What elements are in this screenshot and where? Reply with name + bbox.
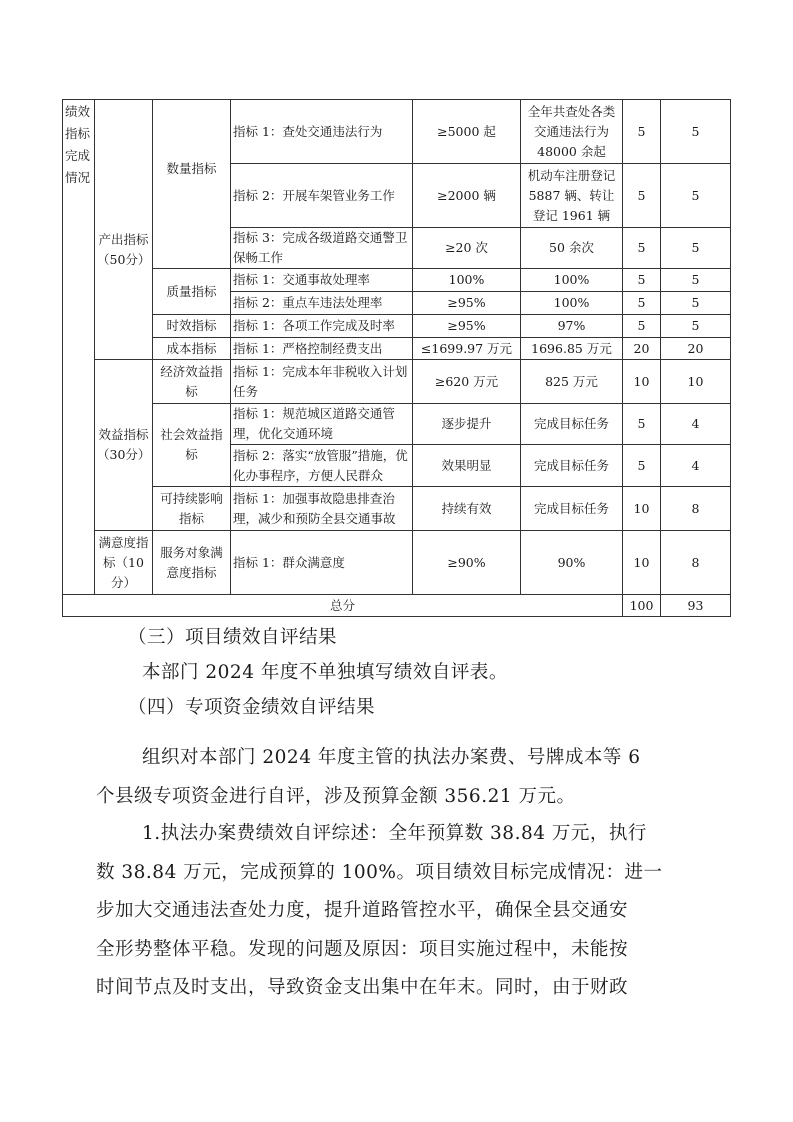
actual: 100% xyxy=(521,269,623,292)
actual: 完成目标任务 xyxy=(521,404,623,445)
target: 效果明显 xyxy=(413,445,521,487)
paragraph: 全形势整体平稳。发现的问题及原因：项目实施过程中，未能按 xyxy=(96,939,629,960)
table-row xyxy=(63,315,731,338)
table-row xyxy=(63,100,731,164)
actual: 825 万元 xyxy=(521,360,623,404)
table-row xyxy=(63,360,731,404)
indicator: 指标 2：开展车架管业务工作 xyxy=(231,164,413,228)
heading-special-fund-self-eval: （四）专项资金绩效自评结果 xyxy=(128,697,376,718)
actual: 完成目标任务 xyxy=(521,487,623,531)
target: ≥2000 辆 xyxy=(413,164,521,228)
table-row xyxy=(63,269,731,292)
indicator: 指标 2：落实“放管服”措施，优化办事程序，方便人民群众 xyxy=(231,445,413,487)
total-label: 总分 xyxy=(63,595,623,617)
sub-quantity: 数量指标 xyxy=(153,100,231,269)
score: 5 xyxy=(661,228,731,269)
sub-cost: 成本指标 xyxy=(153,338,231,360)
heading-project-self-eval: （三）项目绩效自评结果 xyxy=(128,627,338,648)
score: 5 xyxy=(661,292,731,315)
target: ≥5000 起 xyxy=(413,100,521,164)
target: 100% xyxy=(413,269,521,292)
score: 5 xyxy=(661,100,731,164)
target: ≥20 次 xyxy=(413,228,521,269)
weight: 5 xyxy=(623,164,661,228)
total-score: 93 xyxy=(661,595,731,617)
indicator: 指标 1：各项工作完成及时率 xyxy=(231,315,413,338)
table-row xyxy=(63,487,731,531)
actual: 全年共查处各类交通违法行为48000 余起 xyxy=(521,100,623,164)
weight: 5 xyxy=(623,269,661,292)
weight: 20 xyxy=(623,338,661,360)
total-row xyxy=(63,595,731,617)
total-table xyxy=(62,594,731,617)
target: ≥620 万元 xyxy=(413,360,521,404)
actual: 97% xyxy=(521,315,623,338)
total-weight: 100 xyxy=(623,595,661,617)
target: ≥95% xyxy=(413,292,521,315)
indicator: 指标 2：重点车违法处理率 xyxy=(231,292,413,315)
indicator: 指标 1：查处交通违法行为 xyxy=(231,100,413,164)
indicator: 指标 1：交通事故处理率 xyxy=(231,269,413,292)
actual: 1696.85 万元 xyxy=(521,338,623,360)
category-cell: 绩效指标完成情况 xyxy=(63,100,95,595)
target: ≤1699.97 万元 xyxy=(413,338,521,360)
score: 8 xyxy=(661,487,731,531)
indicator: 指标 1：严格控制经费支出 xyxy=(231,338,413,360)
score: 10 xyxy=(661,360,731,404)
sub-quality: 质量指标 xyxy=(153,269,231,315)
weight: 10 xyxy=(623,531,661,595)
performance-table xyxy=(62,99,731,595)
indicator: 指标 3：完成各级道路交通警卫保畅工作 xyxy=(231,228,413,269)
sub-economic: 经济效益指标 xyxy=(153,360,231,404)
paragraph: 数 38.84 万元，完成预算的 100%。项目绩效目标完成情况：进一 xyxy=(96,862,663,883)
score: 20 xyxy=(661,338,731,360)
group-benefit: 效益指标（30分） xyxy=(95,360,153,531)
weight: 10 xyxy=(623,360,661,404)
score: 5 xyxy=(661,269,731,292)
weight: 5 xyxy=(623,315,661,338)
target: 逐步提升 xyxy=(413,404,521,445)
weight: 5 xyxy=(623,292,661,315)
paragraph: 本部门 2024 年度不单独填写绩效自评表。 xyxy=(142,662,508,683)
score: 4 xyxy=(661,404,731,445)
weight: 5 xyxy=(623,228,661,269)
paragraph: 1.执法办案费绩效自评综述：全年预算数 38.84 万元，执行 xyxy=(142,823,647,844)
table-row xyxy=(63,338,731,360)
table-row xyxy=(63,531,731,595)
score: 8 xyxy=(661,531,731,595)
indicator: 指标 1：群众满意度 xyxy=(231,531,413,595)
weight: 5 xyxy=(623,404,661,445)
paragraph: 组织对本部门 2024 年度主管的执法办案费、号牌成本等 6 xyxy=(142,747,641,768)
target: 持续有效 xyxy=(413,487,521,531)
actual: 机动车注册登记5887 辆、转让登记 1961 辆 xyxy=(521,164,623,228)
score: 4 xyxy=(661,445,731,487)
sub-service: 服务对象满意度指标 xyxy=(153,531,231,595)
actual: 50 余次 xyxy=(521,228,623,269)
paragraph: 时间节点及时支出，导致资金支出集中在年末。同时，由于财政 xyxy=(96,977,629,998)
sub-sustainable: 可持续影响指标 xyxy=(153,487,231,531)
weight: 10 xyxy=(623,487,661,531)
actual: 90% xyxy=(521,531,623,595)
table-row xyxy=(63,404,731,445)
indicator: 指标 1：规范城区道路交通管理，优化交通环境 xyxy=(231,404,413,445)
paragraph: 个县级专项资金进行自评，涉及预算金额 356.21 万元。 xyxy=(96,786,576,807)
actual: 完成目标任务 xyxy=(521,445,623,487)
indicator: 指标 1：完成本年非税收入计划任务 xyxy=(231,360,413,404)
group-output: 产出指标（50分） xyxy=(95,100,153,360)
target: ≥90% xyxy=(413,531,521,595)
weight: 5 xyxy=(623,445,661,487)
weight: 5 xyxy=(623,100,661,164)
group-satisfaction: 满意度指标（10分） xyxy=(95,531,153,595)
paragraph: 步加大交通违法查处力度，提升道路管控水平，确保全县交通安 xyxy=(96,900,629,921)
score: 5 xyxy=(661,315,731,338)
target: ≥95% xyxy=(413,315,521,338)
sub-social: 社会效益指标 xyxy=(153,404,231,487)
score: 5 xyxy=(661,164,731,228)
indicator: 指标 1：加强事故隐患排查治理，减少和预防全县交通事故 xyxy=(231,487,413,531)
sub-timeliness: 时效指标 xyxy=(153,315,231,338)
actual: 100% xyxy=(521,292,623,315)
